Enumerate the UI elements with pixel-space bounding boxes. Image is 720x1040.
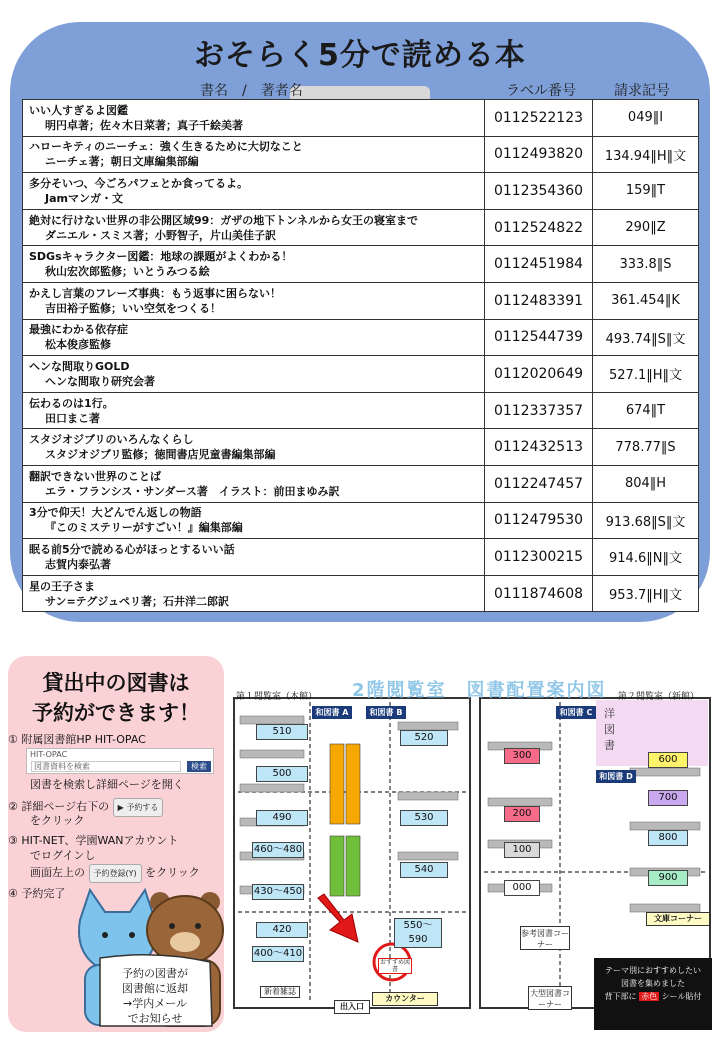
book-row	[23, 319, 699, 356]
book-row	[23, 209, 699, 246]
shelf-700: 700	[648, 790, 688, 806]
book-title-author	[23, 392, 485, 429]
shelf-430～450: 430～450	[252, 884, 304, 900]
notice-line3	[594, 990, 712, 1003]
book-call-number: 361.454‖K	[593, 282, 699, 319]
step-2-text: ② 詳細ページ右下の	[8, 800, 110, 813]
book-author: 『このミステリーがすごい！』編集部編	[45, 521, 243, 535]
step-3-text: 画面左上の	[30, 866, 85, 879]
section-a-label: 和図書 A	[312, 706, 352, 719]
book-row	[23, 282, 699, 319]
section-d-label: 和図書 D	[596, 770, 636, 783]
book-table	[22, 99, 699, 612]
opac-label: HIT-OPAC	[30, 750, 68, 759]
book-label-number: 0112247457	[485, 465, 593, 502]
book-author: スタジオジブリ監修；徳間書店児童書編集部編	[45, 448, 276, 462]
book-author: ヘンな間取り研究会著	[45, 374, 155, 388]
book-title: 眠る前5分で読める心がほっとするいい話	[29, 542, 235, 556]
header-title-author: 書名 / 著者名	[200, 83, 303, 99]
book-title-author	[23, 575, 485, 612]
shelf-520: 520	[400, 730, 448, 746]
shelf-200: 200	[504, 806, 540, 822]
book-title-author	[23, 465, 485, 502]
book-author: 志賀内泰弘著	[45, 557, 111, 571]
book-call-number: 493.74‖S‖文	[593, 319, 699, 356]
step-2-detail: をクリック	[30, 814, 85, 827]
book-call-number: 290‖Z	[593, 209, 699, 246]
book-title: 翻訳できない世界のことば	[29, 469, 161, 483]
recommend-books: おすすめ図書	[379, 959, 411, 973]
book-label-number: 0112522123	[485, 100, 593, 137]
notice-line1: テーマ別におすすめしたい	[604, 966, 702, 975]
book-title-author	[23, 136, 485, 173]
book-label-number: 0112479530	[485, 502, 593, 539]
book-title: SDGsキャラクター図鑑：地球の課題がよくわかる！	[29, 250, 293, 264]
book-call-number: 333.8‖S	[593, 246, 699, 283]
book-title-author	[23, 502, 485, 539]
book-label-number: 0111874608	[485, 575, 593, 612]
book-label-number: 0112020649	[485, 356, 593, 393]
book-author: 松本俊彦監修	[45, 338, 111, 352]
book-row	[23, 502, 699, 539]
book-call-number: 778.77‖S	[593, 429, 699, 466]
shelf-000: 000	[504, 880, 540, 896]
opac-search-input[interactable]: 図書資料を検索	[31, 761, 181, 772]
book-title: 星の王子さま	[29, 579, 95, 593]
book-label-number: 0112544739	[485, 319, 593, 356]
book-label-number: 0112524822	[485, 209, 593, 246]
shelf-540: 540	[400, 862, 448, 878]
book-title-author	[23, 100, 485, 137]
shelf-530: 530	[400, 810, 448, 826]
book-row	[23, 429, 699, 466]
reservation-heading	[8, 668, 224, 728]
book-title: 伝わるのは1行。	[29, 396, 114, 410]
reserve-button-label: 予約する	[126, 803, 159, 812]
shelf-420: 420	[256, 922, 308, 938]
bubble-line4: でお知らせ	[127, 1012, 183, 1025]
book-title: スタジオジブリのいろんなくらし	[29, 433, 194, 447]
book-title: 絶対に行けない世界の非公開区域99：ガザの地下トンネルから女王の寝室まで	[29, 213, 418, 227]
step-1: ① 附属図書館HP HIT-OPAC	[8, 733, 146, 746]
book-row	[23, 173, 699, 210]
book-call-number: 527.1‖H‖文	[593, 356, 699, 393]
shelf-800: 800	[648, 830, 688, 846]
book-label-number: 0112451984	[485, 246, 593, 283]
map-title: 2階閲覧室 図書配置案内図	[352, 680, 607, 701]
book-title-author	[23, 209, 485, 246]
red-seal-notice	[594, 958, 712, 1030]
step-1-detail: 図書を検索し詳細ページを開く	[30, 778, 184, 791]
book-call-number: 159‖T	[593, 173, 699, 210]
section-b-label: 和図書 B	[366, 706, 406, 719]
step-3-line1: ③ HIT-NET、学園WANアカウント	[8, 834, 179, 847]
ogata-corner: 大型図書コーナー	[528, 986, 572, 1010]
book-row	[23, 246, 699, 283]
shelf-600: 600	[648, 752, 688, 768]
opac-search-mock	[26, 748, 214, 774]
bunko-corner: 文庫コーナー	[646, 912, 710, 926]
book-label-number: 0112354360	[485, 173, 593, 210]
book-label-number: 0112337357	[485, 392, 593, 429]
book-title-author	[23, 173, 485, 210]
red-seal-sample: 赤色	[641, 992, 658, 1001]
bubble-line1: 予約の図書が	[122, 967, 188, 980]
yosho-label: 洋図書	[604, 707, 615, 752]
shelf-300: 300	[504, 748, 540, 764]
entrance: 出入口	[334, 1000, 370, 1014]
book-title: いい人すぎるよ図鑑	[29, 103, 128, 117]
header-label-number: ラベル番号	[506, 83, 576, 99]
book-title-author	[23, 539, 485, 576]
book-title-author	[23, 429, 485, 466]
shelf-490: 490	[256, 810, 308, 826]
room1-label: 第１閲覧室（本館）	[236, 692, 318, 702]
book-title: ヘンな間取りGOLD	[29, 359, 130, 373]
header-call-number: 請求記号	[614, 83, 670, 99]
reserve-button-mock: ▶ 予約する	[113, 798, 164, 817]
shelf-500: 500	[256, 766, 308, 782]
shelf-400～410: 400～410	[252, 946, 304, 962]
book-row	[23, 465, 699, 502]
book-author: 明円卓著；佐々木日菜著；真子千絵美著	[45, 118, 243, 132]
book-title: ハローキティのニーチェ：強く生きるために大切なこと	[29, 140, 303, 154]
book-title: かえし言葉のフレーズ事典：もう返事に困らない！	[29, 286, 282, 300]
step-4: ④ 予約完了	[8, 887, 66, 900]
shelf-100: 100	[504, 842, 540, 858]
book-author: 秋山宏次郎監修；いとうみつる絵	[45, 265, 210, 279]
book-label-number: 0112432513	[485, 429, 593, 466]
book-title-author	[23, 356, 485, 393]
notice-line2: 図書を集めました	[621, 979, 685, 988]
book-author: エラ・フランシス・サンダース著 イラスト：前田まゆみ訳	[45, 484, 340, 498]
book-title: 3分で仰天！大どんでん返しの物語	[29, 506, 202, 520]
book-title: 多分そいつ、今ごろパフェとか食ってるよ。	[29, 176, 249, 190]
book-author: ニーチェ著；朝日文庫編集部編	[45, 155, 199, 169]
reservation-heading-line2: 予約ができます！	[32, 701, 200, 725]
section-c-label: 和図書 C	[556, 706, 596, 719]
room2-label: 第２閲覧室（新館）	[618, 692, 700, 702]
here-arrow	[318, 894, 358, 942]
book-row	[23, 575, 699, 612]
book-row	[23, 392, 699, 429]
book-call-number: 134.94‖H‖文	[593, 136, 699, 173]
book-author: サン=テグジュペリ著；石井洋二郎訳	[45, 594, 230, 608]
book-author: ダニエル・スミス著；小野智子，片山美佳子訳	[45, 228, 276, 242]
book-call-number: 804‖H	[593, 465, 699, 502]
shelf-900: 900	[648, 870, 688, 886]
notice-bubble	[100, 966, 210, 1026]
book-title-author	[23, 246, 485, 283]
book-author: Jamマンガ・文	[45, 191, 123, 205]
page-title: おそらく5分で読める本	[194, 38, 526, 73]
book-row	[23, 100, 699, 137]
book-row	[23, 356, 699, 393]
step-3-click-text: をクリック	[145, 866, 200, 879]
notice-suffix: シール貼付	[661, 992, 702, 1001]
shelf-550～590: 550～590	[394, 918, 442, 948]
book-call-number: 953.7‖H‖文	[593, 575, 699, 612]
shelf-510: 510	[256, 724, 308, 740]
book-title-author	[23, 319, 485, 356]
reservation-heading-line1: 貸出中の図書は	[42, 671, 190, 695]
book-label-number: 0112493820	[485, 136, 593, 173]
new-magazines: 新着雑誌	[260, 986, 300, 998]
cat-icon	[79, 890, 156, 965]
opac-search-button[interactable]: 検索	[187, 761, 211, 772]
book-call-number: 913.68‖S‖文	[593, 502, 699, 539]
notice-prefix: 背下部に	[604, 992, 637, 1001]
counter: カウンター	[372, 992, 438, 1006]
book-author: 吉田裕子監修；いい空気をつくる！	[45, 301, 221, 315]
book-author: 田口まこ著	[45, 411, 100, 425]
book-row	[23, 136, 699, 173]
book-row	[23, 539, 699, 576]
reserve-register-button-mock: 予約登録(Y)	[89, 864, 142, 883]
step-3-line2: でログインし	[30, 849, 96, 862]
sanko-corner: 参考図書コーナー	[520, 926, 570, 950]
book-label-number: 0112300215	[485, 539, 593, 576]
book-title-author	[23, 282, 485, 319]
bubble-line3: →学内メール	[123, 997, 187, 1010]
book-label-number: 0112483391	[485, 282, 593, 319]
shelf-460～480: 460～480	[252, 842, 304, 858]
bubble-line2: 図書館に返却	[122, 982, 188, 995]
book-call-number: 674‖T	[593, 392, 699, 429]
book-call-number: 914.6‖N‖文	[593, 539, 699, 576]
book-call-number: 049‖I	[593, 100, 699, 137]
book-title: 最強にわかる依存症	[29, 323, 128, 337]
